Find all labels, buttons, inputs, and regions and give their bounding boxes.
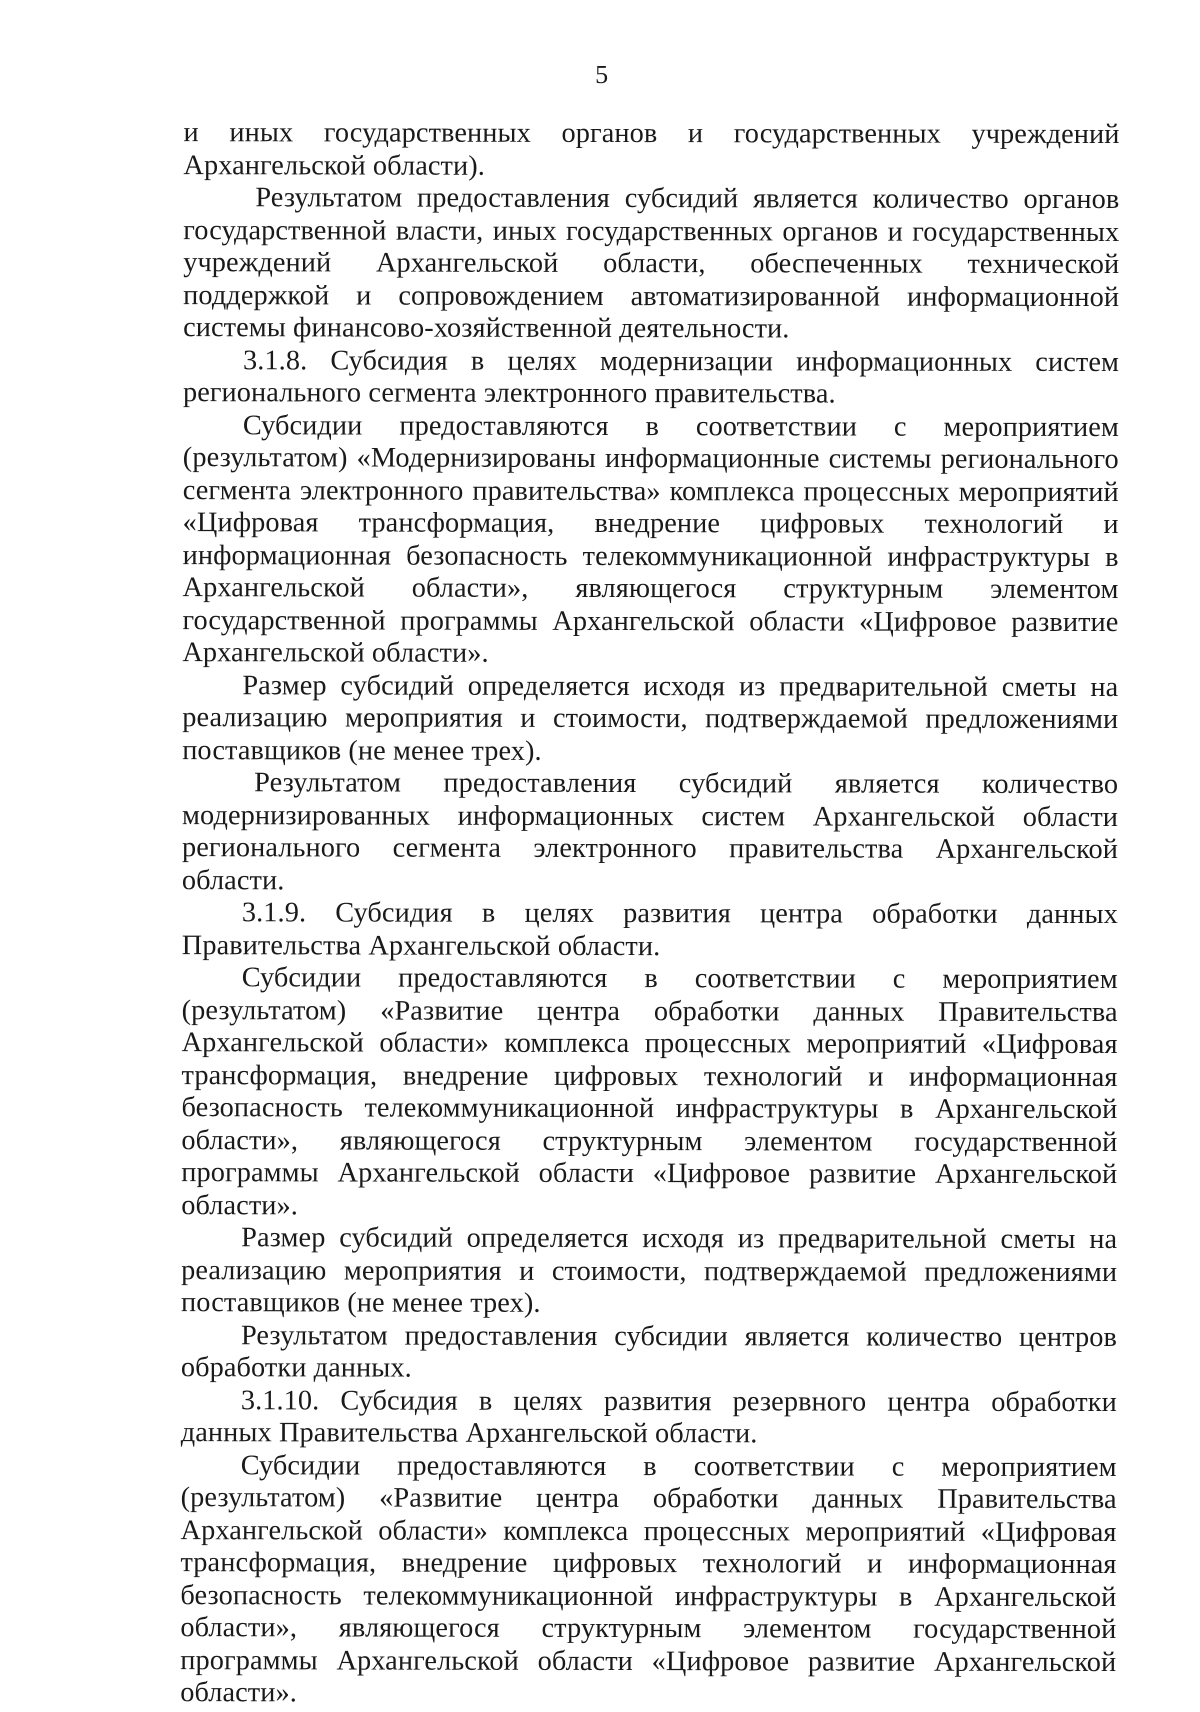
page-number: 5 — [595, 59, 609, 90]
paragraph-continuation: и иных государственных органов и государственных учреждений Архангельской области). — [183, 117, 1120, 182]
section-heading-3-1-10: 3.1.10. Субсидия в целях развития резервного центра обработки данных Правительства Архангельской области. — [180, 1384, 1117, 1450]
paragraph-subsidy-basis-3-1-8: Субсидии предоставляются в соответствии с мероприятием (результатом) «Модернизированы информационные системы регионального сегмента электронного правительства» комплекса процессных мероприятий «Цифровая трансформация, внедрение цифровых технологий и информационная безопасность телекоммуникационной инфраструктуры в Архангельской области», являющегося структурным элементом государственной программы Архангельской области «Цифровое развитие Архангельской области». — [182, 409, 1119, 669]
paragraph-result-aisfhd: Результатом предоставления субсидий является количество органов государственной власти, иных государственных органов и государственных учреждений Архангельской области, обеспеченных технической поддержкой и сопровождением автоматизированной информационной системы финансово-хозяйственной деятельности. — [183, 182, 1120, 345]
paragraph-subsidy-basis-3-1-10: Субсидии предоставляются в соответствии с мероприятием (результатом) «Развитие центра обработки данных Правительства Архангельской области» комплекса процессных мероприятий «Цифровая трансформация, внедрение цифровых технологий и информационная безопасность телекоммуникационной инфраструктуры в Архангельской области», являющегося структурным элементом государственной программы Архангельской области «Цифровое развитие Архангельской области». — [180, 1449, 1117, 1709]
paragraph-result-3-1-9: Результатом предоставления субсидии является количество центров обработки данных. — [180, 1319, 1118, 1384]
paragraph-result-3-1-8: Результатом предоставления субсидий является количество модернизированных информационных систем Архангельской области регионального сегмента электронного правительства Архангельской области. — [181, 767, 1119, 896]
paragraph-subsidy-size-3-1-9: Размер субсидий определяется исходя из предварительной сметы на реализацию мероприятия и стоимости, подтверждаемой предложениями поставщиков (не менее трех). — [181, 1222, 1118, 1319]
paragraph-subsidy-basis-3-1-9: Субсидии предоставляются в соответствии с мероприятием (результатом) «Развитие центра обработки данных Правительства Архангельской области» комплекса процессных мероприятий «Цифровая трансформация, внедрение цифровых технологий и информационная безопасность телекоммуникационной инфраструктуры в Архангельской области», являющегося структурным элементом государственной программы Архангельской области «Цифровое развитие Архангельской области». — [181, 962, 1118, 1221]
section-heading-3-1-8: 3.1.8. Субсидия в целях модернизации информационных систем регионального сегмента электронного правительства. — [182, 344, 1120, 410]
paragraph-subsidy-size-3-1-8: Размер субсидий определяется исходя из предварительной сметы на реализацию мероприятия и стоимости, подтверждаемой предложениями поставщиков (не менее трех). — [182, 669, 1119, 767]
section-heading-3-1-9: 3.1.9. Субсидия в целях развития центра обработки данных Правительства Архангельской области. — [181, 897, 1118, 962]
document-body — [180, 117, 1119, 1711]
